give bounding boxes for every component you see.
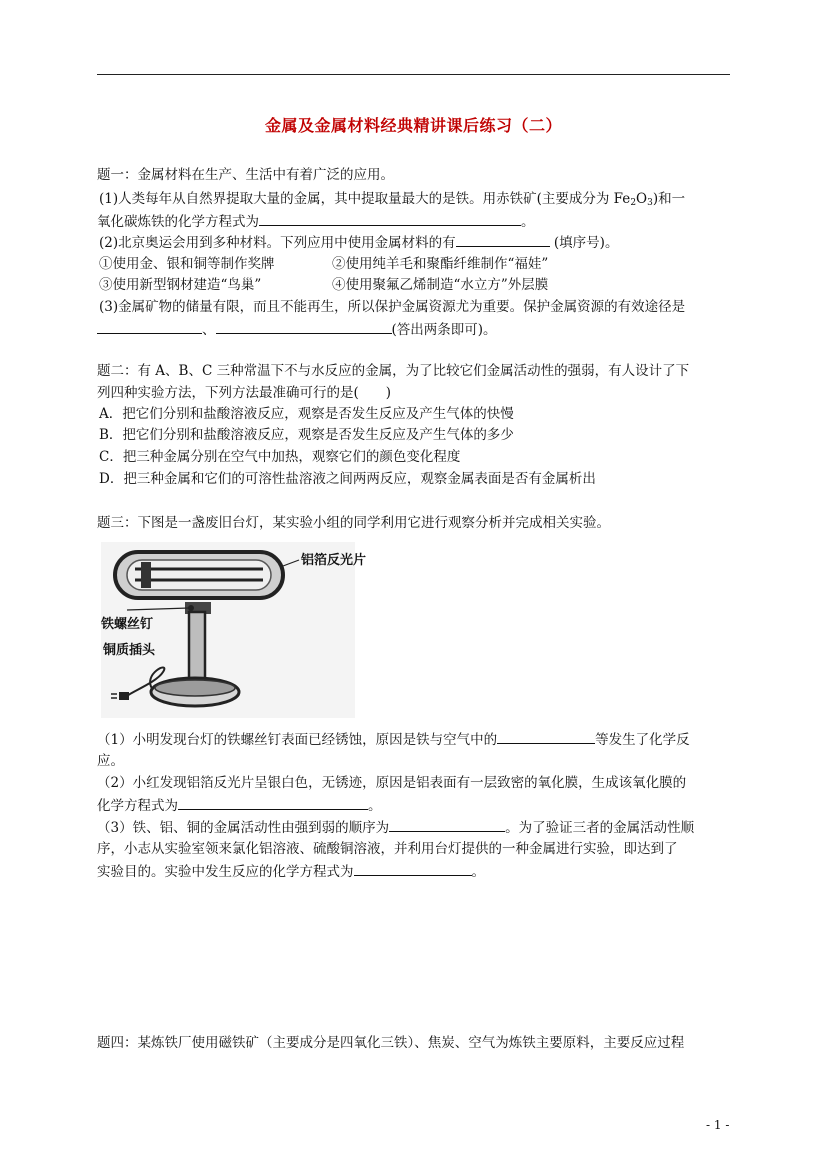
q3-sub3-line1: （3）铁、铝、铜的金属活动性由强到弱的顺序为 。为了验证三者的金属活动性顺 <box>97 817 694 838</box>
option-3: ③使用新型钢材建造“鸟巢” <box>99 277 262 293</box>
q1-intro: 题一：金属材料在生产、生活中有着广泛的应用。 <box>97 167 394 183</box>
option-2: ②使用纯羊毛和聚酯纤维制作“福娃” <box>332 256 549 272</box>
q3-sub3-line2: 序，小志从实验室领来氯化铝溶液、硫酸铜溶液，并利用台灯提供的一种金属进行实验，即达到了 <box>97 841 678 857</box>
q2-option-a: A．把它们分别和盐酸溶液反应，观察是否发生反应及产生气体的快慢 <box>99 406 514 422</box>
answer-blank-equation[interactable] <box>259 211 521 226</box>
answer-blank-reaction-equation[interactable] <box>354 861 472 876</box>
option-4: ④使用聚氟乙烯制造“水立方”外层膜 <box>332 277 549 293</box>
q1-part3-line2: 、 (答出两条即可)。 <box>97 319 497 340</box>
label-copper-plug: 铜质插头 <box>103 642 156 657</box>
page-number: - 1 - <box>706 1118 730 1132</box>
bulb-socket <box>141 562 151 588</box>
q3-sub1-line1: （1）小明发现台灯的铁螺丝钉表面已经锈蚀，原因是铁与空气中的 等发生了化学反 <box>97 729 690 750</box>
screw-marker <box>188 605 194 611</box>
q1-options-row2 <box>99 275 549 295</box>
q2-option-c: C．把三种金属分别在空气中加热，观察它们的颜色变化程度 <box>99 449 461 465</box>
lamp-pole <box>189 612 205 686</box>
answer-blank-activity-order[interactable] <box>389 817 505 832</box>
q2-option-d: D．把三种金属和它们的可溶性盐溶液之间两两反应，观察金属表面是否有金属析出 <box>99 471 596 487</box>
q2-line2: 列四种实验方法，下列方法最准确可行的是( ) <box>97 385 392 401</box>
answer-blank-rust-cause[interactable] <box>497 729 595 744</box>
q1-part1-line2: 氧化碳炼铁的化学方程式为 。 <box>97 211 535 232</box>
q3-sub2-line1: （2）小红发现铝箔反光片呈银白色，无锈迹，原因是铝表面有一层致密的氧化膜，生成该氧化膜的 <box>97 775 687 791</box>
answer-blank-oxide-equation[interactable] <box>178 795 368 810</box>
document-title: 金属及金属材料经典精讲课后练习（二） <box>264 116 562 135</box>
answer-blank-metal-options[interactable] <box>456 232 550 247</box>
answer-blank-protection-2[interactable] <box>216 319 392 334</box>
header-rule <box>97 74 730 75</box>
answer-blank-protection-1[interactable] <box>97 319 202 334</box>
q4-line1: 题四：某炼铁厂使用磁铁矿（主要成分是四氧化三铁）、焦炭、空气为炼铁主要原料，主要反应过程 <box>97 1035 685 1051</box>
q1-options-row1 <box>99 254 549 274</box>
q2-line1: 题二：有 A、B、C 三种常温下不与水反应的金属，为了比较它们金属活动性的强弱，有人设计了下 <box>97 363 690 379</box>
q3-sub1-line2: 应。 <box>97 753 124 769</box>
copper-plug <box>119 692 129 700</box>
option-1: ①使用金、银和铜等制作奖牌 <box>99 256 275 272</box>
desk-lamp-figure <box>101 542 367 718</box>
label-aluminum-foil: 铝箔反光片 <box>301 552 367 567</box>
q1-part3-line1: (3)金属矿物的储量有限，而且不能再生，所以保护金属资源尤为重要。保护金属资源的有效途径是 <box>99 299 686 315</box>
label-iron-screw: 铁螺丝钉 <box>101 616 154 631</box>
q3-sub2-line2: 化学方程式为 。 <box>97 795 382 816</box>
q1-part1-line1: (1)人类每年从自然界提取大量的金属，其中提取量最大的是铁。用赤铁矿(主要成分为 $Fe_2O_3$)和一 <box>99 191 686 208</box>
q1-part2-line: (2)北京奥运会用到多种材料。下列应用中使用金属材料的有 (填序号)。 <box>99 232 618 253</box>
q3-sub3-line3: 实验目的。实验中发生反应的化学方程式为 。 <box>97 861 485 882</box>
q3-intro: 题三：下图是一盏废旧台灯，某实验小组的同学利用它进行观察分析并完成相关实验。 <box>97 515 610 531</box>
q2-option-b: B．把它们分别和盐酸溶液反应，观察是否发生反应及产生气体的多少 <box>99 427 514 443</box>
